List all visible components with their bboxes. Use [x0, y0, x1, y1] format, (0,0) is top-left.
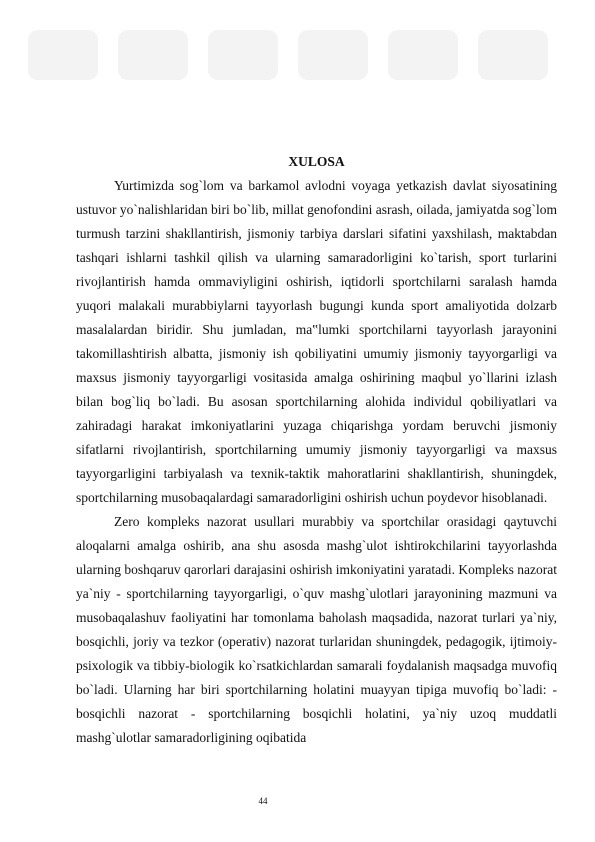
watermark-logo-band	[0, 0, 595, 120]
paragraph: Zero kompleks nazorat usullari murabbiy va sportchilar orasidagi qaytuvchi aloqalarni amalga oshirib, ana shu asosda mashg`ulot ishtirokchilarini tayyorlashda ularning boshqaruv qarorlari darajasini oshirish imkoniyatini yaratadi. Kompleks nazorat ya`niy - sportchilarning tayyorgarligi, o`quv mashg`ulotlari jarayonining mazmuni va musobaqalashuv faoliyatini har tomonlama baholash maqsadida, nazorat turlari ya`niy, bosqichli, joriy va tezkor (operativ) nazorat turlaridan shuningdek, pedagogik, ijtimoiy-psixologik va tibbiy-biologik ko`rsatkichlardan samarali foydalanish maqsadga muvofiq bo`ladi. Ularning har biri sportchilarning holatini muayyan tipiga muvofiq bo`ladi: -bosqichli nazorat - sportchilarning bosqichli holatini, ya`niy uzoq muddatli mashg`ulotlar samaradorligining oqibatida	[76, 514, 557, 745]
section-title: XULOSA	[288, 154, 345, 169]
watermark-logo-icon	[0, 0, 595, 120]
document-page	[76, 150, 557, 750]
paragraph: Yurtimizda sog`lom va barkamol avlodni voyaga yetkazish davlat siyosatining ustuvor yo`nalishlaridan biri bo`lib, millat genofondini asrash, oilada, jamiyatda sog`lom turmush tarzini shakllantirish, jismoniy tarbiya darslari sifatini yaxshilash, maktabdan tashqari ishlarni tashkil qilish va ularning samaradorligini ko`tarish, sport turlarini rivojlantirish hamda ommaviyligini oshirish, iqtidorli sportchilarni saralash hamda yuqori malakali murabbiylarni tayyorlash bugungi kunda sport amaliyotida dolzarb masalalardan biridir. Shu jumladan, ma‟lumki sportchilarni tayyorlash jarayonini takomillashtirish albatta, jismoniy ish qobiliyatini umumiy jismoniy tayyorgarligi va maxsus jismoniy tayyorgarligi vositasida amalga oshirining maqbul yo`llarini izlash bilan bog`liq bo`ladi. Bu asosan sportchilarning alohida individul qobiliyatlari va zahiradagi harakat imkoniyatlarini yuzaga chiqarishga yordam beruvchi jismoniy sifatlarni rivojlantirish, sportchilarning umumiy jismoniy tayyorgarligi va maxsus tayyorgarligini tarbiyalash va texnik-taktik mahoratlarini shakllantirish, shuningdek, sportchilarning musobaqalardagi samaradorligini oshirish uchun poydevor hisoblanadi.	[76, 178, 557, 505]
page-number: 44	[258, 796, 268, 806]
